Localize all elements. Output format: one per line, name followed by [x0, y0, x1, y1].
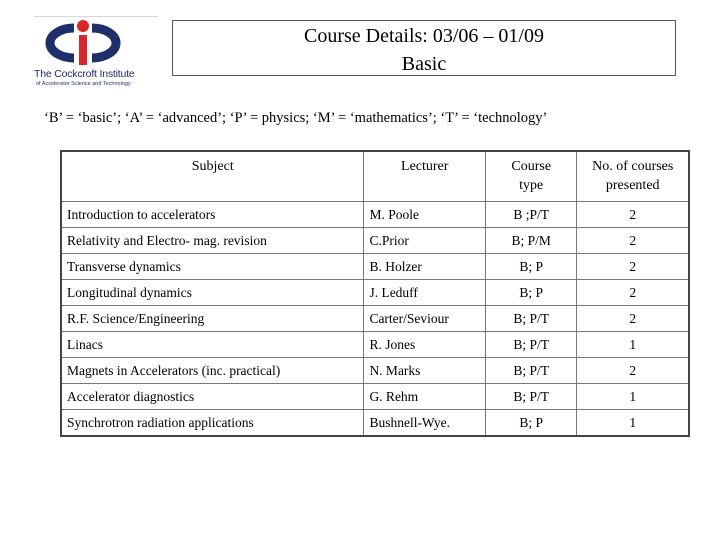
cell-course-count: 2	[577, 254, 689, 280]
cell-subject: Magnets in Accelerators (inc. practical)	[61, 358, 364, 384]
table-header-row	[61, 151, 689, 202]
table-row	[61, 228, 689, 254]
header-course-count-line-2: presented	[605, 178, 660, 193]
cell-subject: Introduction to accelerators	[61, 202, 364, 228]
header-lecturer: Lecturer	[364, 151, 486, 202]
cell-lecturer: Carter/Seviour	[364, 306, 486, 332]
cell-course-type: B; P	[486, 280, 577, 306]
title-box	[172, 20, 676, 76]
cell-lecturer: N. Marks	[364, 358, 486, 384]
header-course-type-line-1: Course	[511, 159, 552, 174]
cockcroft-emblem-icon	[34, 18, 158, 68]
cell-lecturer: J. Leduff	[364, 280, 486, 306]
cell-lecturer: C.Prior	[364, 228, 486, 254]
title-line-2: Basic	[401, 53, 447, 75]
table-row	[61, 280, 689, 306]
cell-subject: Accelerator diagnostics	[61, 384, 364, 410]
cell-subject: Longitudinal dynamics	[61, 280, 364, 306]
header-course-count-line-1: No. of courses	[592, 159, 674, 174]
cell-course-type: B; P/T	[486, 384, 577, 410]
header-course-type-line-2: type	[519, 178, 544, 193]
cell-subject: Linacs	[61, 332, 364, 358]
cell-lecturer: M. Poole	[364, 202, 486, 228]
header-course-type	[486, 151, 577, 202]
cell-lecturer: R. Jones	[364, 332, 486, 358]
table-row	[61, 306, 689, 332]
course-table	[60, 150, 690, 437]
title-line-1: Course Details: 03/06 – 01/09	[304, 25, 544, 47]
table-row	[61, 202, 689, 228]
cell-subject: Transverse dynamics	[61, 254, 364, 280]
cell-course-count: 2	[577, 358, 689, 384]
table-row	[61, 410, 689, 437]
cell-course-count: 2	[577, 280, 689, 306]
cell-course-count: 1	[577, 384, 689, 410]
header-subject: Subject	[61, 151, 364, 202]
cell-course-type: B; P	[486, 410, 577, 437]
cell-subject: Synchrotron radiation applications	[61, 410, 364, 437]
cell-course-type: B; P/T	[486, 306, 577, 332]
table-row	[61, 384, 689, 410]
cell-course-count: 2	[577, 202, 689, 228]
logo-tagline: of Accelerator Science and Technology	[36, 81, 131, 87]
cell-course-type: B; P/T	[486, 332, 577, 358]
cell-course-type: B; P/T	[486, 358, 577, 384]
cell-lecturer: Bushnell-Wye.	[364, 410, 486, 437]
cell-course-type: B ;P/T	[486, 202, 577, 228]
cell-lecturer: B. Holzer	[364, 254, 486, 280]
table-row	[61, 358, 689, 384]
table-row	[61, 254, 689, 280]
logo-name: The Cockcroft Institute	[34, 68, 135, 80]
cell-course-count: 2	[577, 306, 689, 332]
cell-course-type: B; P	[486, 254, 577, 280]
cell-lecturer: G. Rehm	[364, 384, 486, 410]
cell-subject: R.F. Science/Engineering	[61, 306, 364, 332]
cell-subject: Relativity and Electro- mag. revision	[61, 228, 364, 254]
legend-text: ‘B’ = ‘basic’; ‘A’ = ‘advanced’; ‘P’ = physics; ‘M’ = ‘mathematics’; ‘T’ = ‘technology’	[44, 110, 548, 126]
table-row	[61, 332, 689, 358]
cockcroft-logo	[34, 18, 158, 92]
cell-course-count: 1	[577, 332, 689, 358]
header-course-count	[577, 151, 689, 202]
cell-course-type: B; P/M	[486, 228, 577, 254]
logo-divider	[34, 16, 158, 17]
cell-course-count: 2	[577, 228, 689, 254]
cell-course-count: 1	[577, 410, 689, 437]
